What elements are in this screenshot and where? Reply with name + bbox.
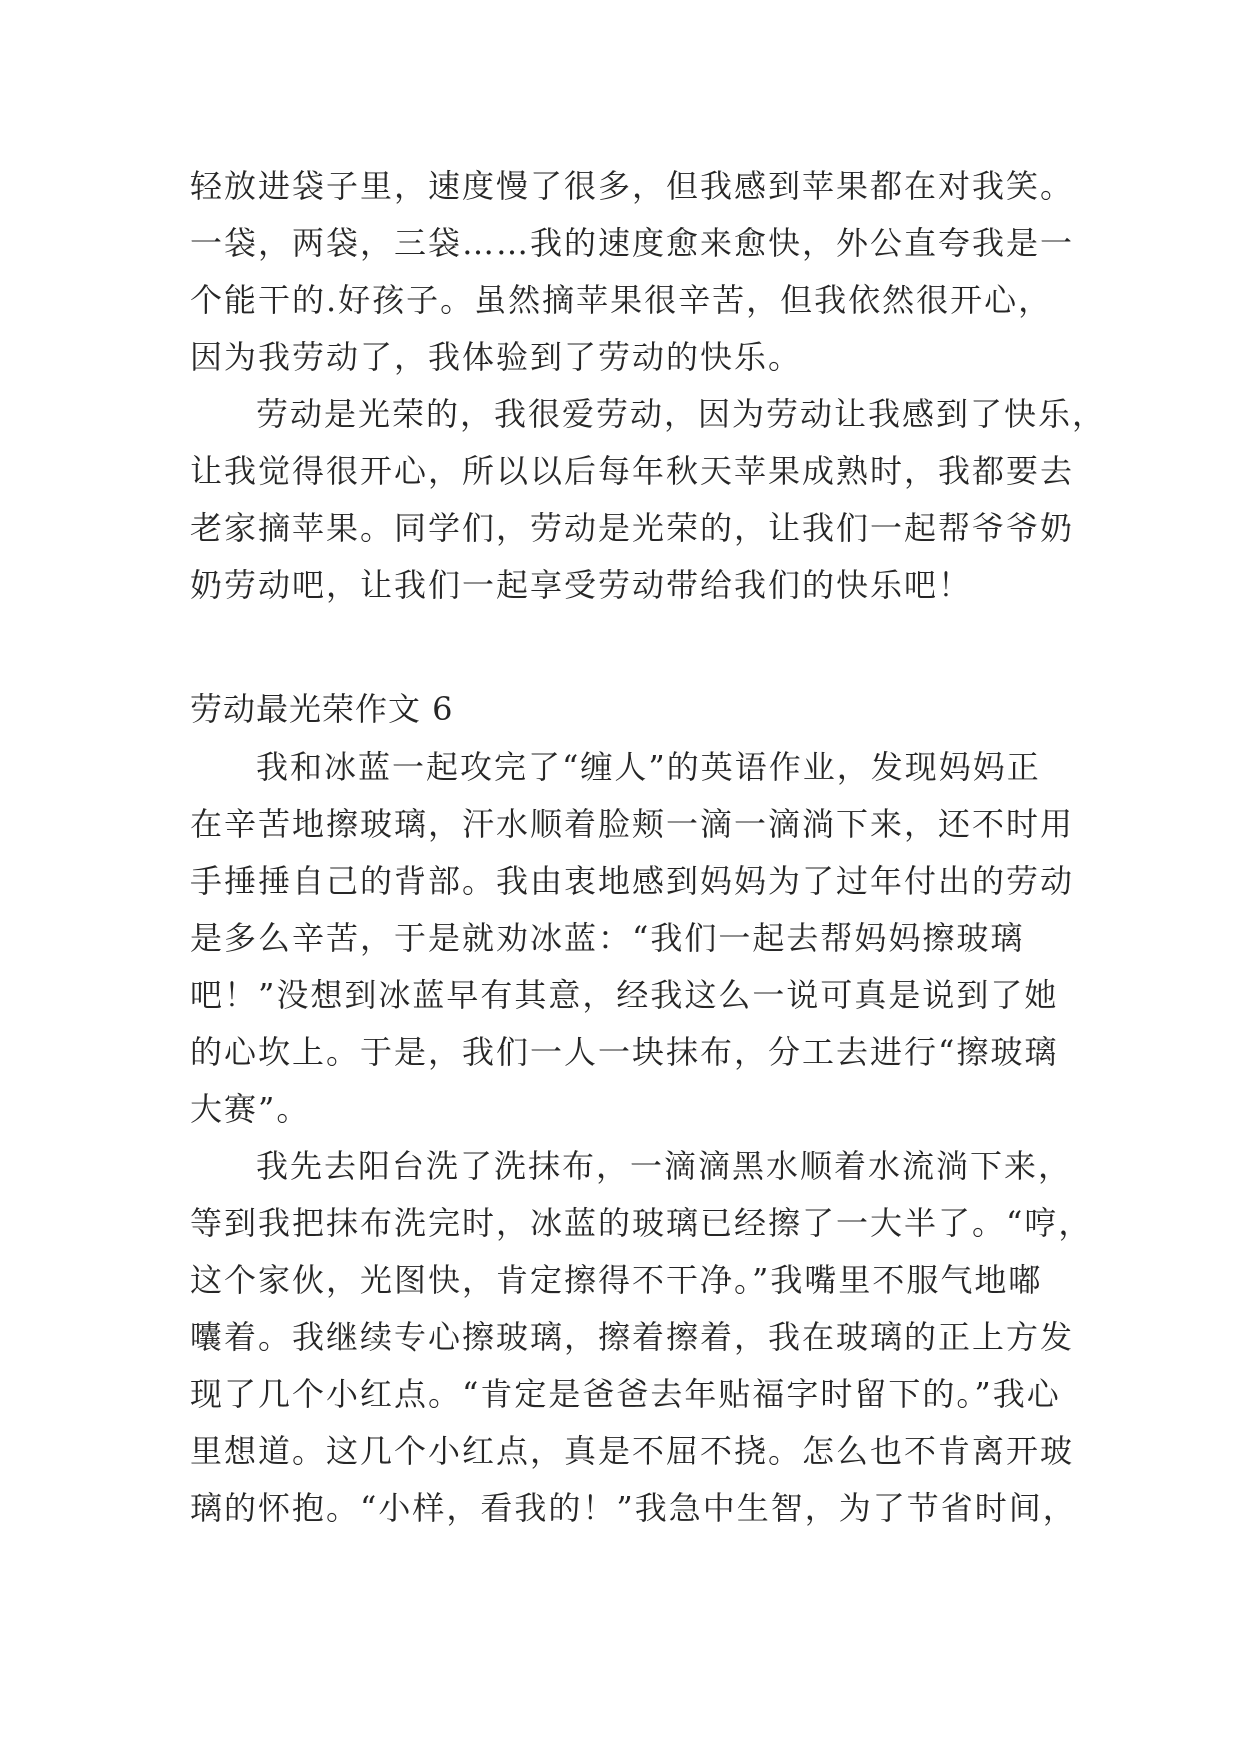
- text-line: 老家摘苹果。同学们，劳动是光荣的，让我们一起帮爷爷奶: [190, 509, 1075, 547]
- text-line: 劳动是光荣的，我很爱劳动，因为劳动让我感到了快乐，: [256, 395, 1107, 433]
- text-line: 大赛”。: [190, 1090, 311, 1128]
- text-line: 的心坎上。于是，我们一人一块抹布，分工去进行“擦玻璃: [190, 1033, 1059, 1071]
- text-line: 璃的怀抱。“小样，看我的！”我急中生智，为了节省时间，: [190, 1489, 1077, 1527]
- text-line: 奶劳动吧，让我们一起享受劳动带给我们的快乐吧！: [190, 566, 973, 604]
- text-line: 个能干的.好孩子。虽然摘苹果很辛苦，但我依然很开心，: [190, 281, 1053, 319]
- text-line: 我先去阳台洗了洗抹布，一滴滴黑水顺着水流淌下来，: [256, 1147, 1073, 1185]
- text-line: 轻放进袋子里，速度慢了很多，但我感到苹果都在对我笑。: [190, 167, 1075, 205]
- text-line: 手捶捶自己的背部。我由衷地感到妈妈为了过年付出的劳动: [190, 862, 1075, 900]
- text-line: 是多么辛苦，于是就劝冰蓝：“我们一起去帮妈妈擦玻璃: [190, 919, 1025, 957]
- section-title: 劳动最光荣作文 6: [190, 690, 454, 728]
- text-line: 里想道。这几个小红点，真是不屈不挠。怎么也不肯离开玻: [190, 1432, 1075, 1470]
- text-line: 现了几个小红点。“肯定是爸爸去年贴福字时留下的。”我心: [190, 1375, 1061, 1413]
- text-line: 因为我劳动了，我体验到了劳动的快乐。: [190, 338, 803, 376]
- text-line: 在辛苦地擦玻璃，汗水顺着脸颊一滴一滴淌下来，还不时用: [190, 805, 1075, 843]
- text-line: 囔着。我继续专心擦玻璃，擦着擦着，我在玻璃的正上方发: [190, 1318, 1075, 1356]
- text-line: 让我觉得很开心，所以以后每年秋天苹果成熟时，我都要去: [190, 452, 1075, 490]
- text-line: 吧！”没想到冰蓝早有其意，经我这么一说可真是说到了她: [190, 976, 1059, 1014]
- paragraph-continued: [190, 158, 1075, 386]
- paragraph-2: [190, 1138, 1093, 1537]
- paragraph-conclusion: [190, 386, 1107, 614]
- paragraph-1: [190, 739, 1075, 1138]
- text-line: 一袋，两袋，三袋……我的速度愈来愈快，外公直夸我是一: [190, 224, 1075, 262]
- text-line: 这个家伙，光图快，肯定擦得不干净。”我嘴里不服气地嘟: [190, 1261, 1043, 1299]
- text-line: 我和冰蓝一起攻完了“缠人”的英语作业，发现妈妈正: [256, 748, 1041, 786]
- text-line: 等到我把抹布洗完时，冰蓝的玻璃已经擦了一大半了。“哼，: [190, 1204, 1093, 1242]
